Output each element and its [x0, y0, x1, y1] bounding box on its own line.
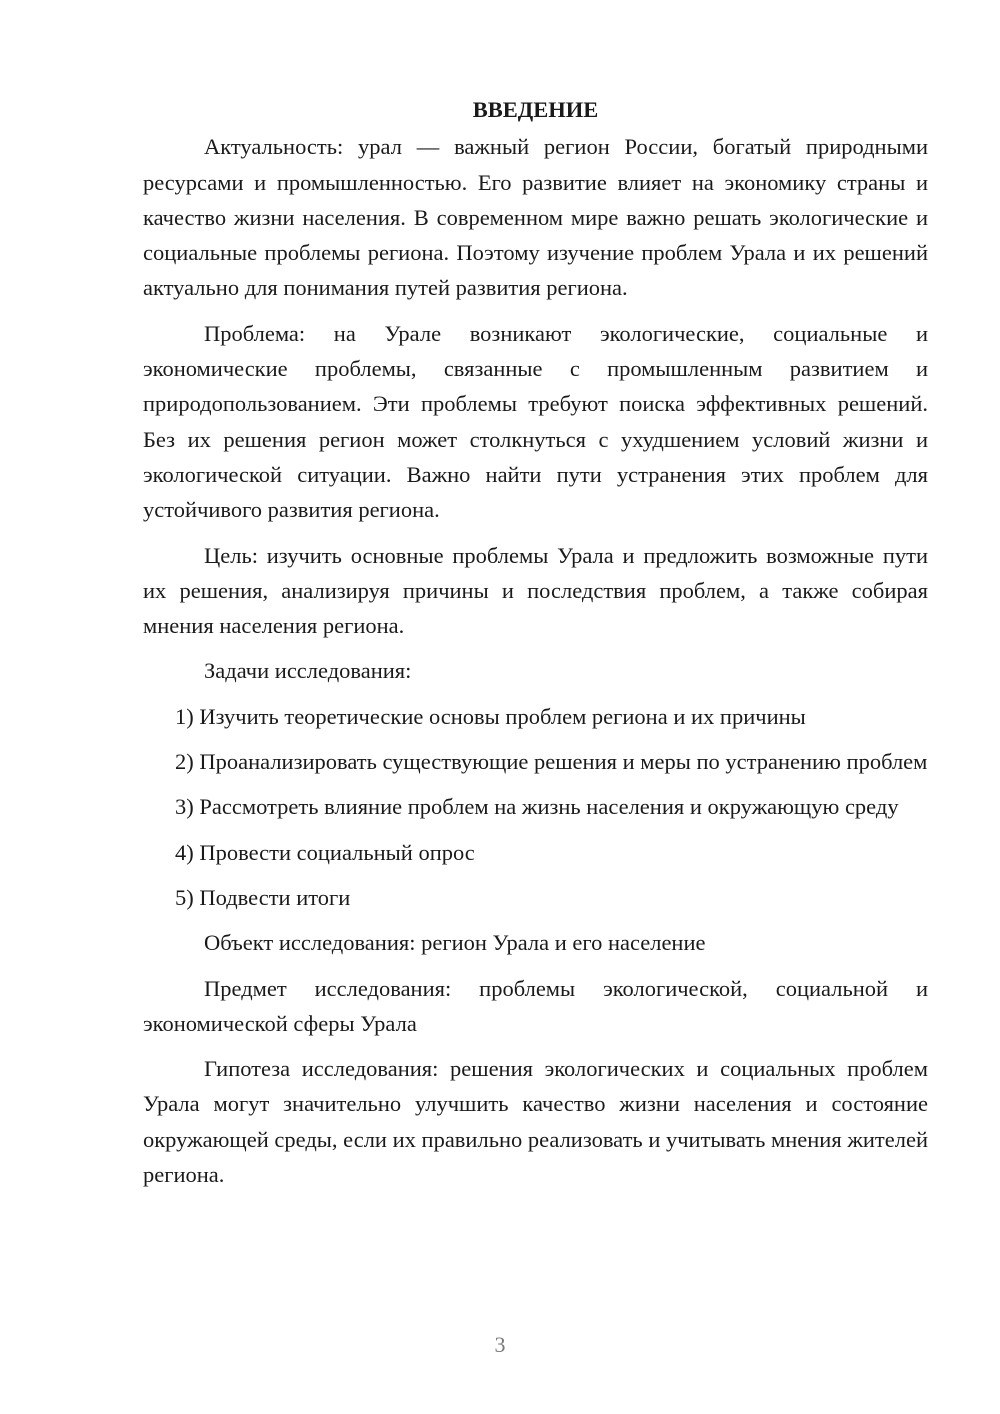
- section-title: ВВЕДЕНИЕ: [472, 97, 599, 122]
- research-subject: Предмет исследования: проблемы экологической, социальной и экономической сферы Урала: [143, 975, 928, 1036]
- task-item: 5) Подвести итоги: [175, 884, 351, 910]
- problem-paragraph: Проблема: на Урале возникают экологические, социальные и экономические проблемы, связанные с промышленным развитием и природопользованием. Эти проблемы требуют поиска эффективных решений. Без их решения регион может столкнуться с ухудшением условий жизни и экологической ситуации. Важно найти пути устранения этих проблем для устойчивого развития региона.: [143, 320, 928, 523]
- relevance-paragraph: Актуальность: урал — важный регион России, богатый природными ресурсами и промышленностью. Его развитие влияет на экономику страны и качество жизни населения. В современном мире важно решать экологические и социальные проблемы региона. Поэтому изучение проблем Урала и их решений актуально для понимания путей развития региона.: [143, 134, 928, 301]
- research-object: Объект исследования: регион Урала и его население: [204, 930, 706, 956]
- task-item: 4) Провести социальный опрос: [175, 839, 475, 865]
- research-hypothesis: Гипотеза исследования: решения экологических и социальных проблем Урала могут значительно улучшить качество жизни населения и состояние окружающей среды, если их правильно реализовать и учитывать мнения жителей региона.: [143, 1056, 928, 1188]
- task-item: 2) Проанализировать существующие решения и меры по устранению проблем: [175, 749, 928, 775]
- document-body: [143, 92, 928, 1202]
- tasks-heading: Задачи исследования:: [204, 658, 412, 684]
- page-number: 3: [494, 1332, 506, 1357]
- task-item: 1) Изучить теоретические основы проблем региона и их причины: [175, 703, 806, 729]
- goal-paragraph: Цель: изучить основные проблемы Урала и предложить возможные пути их решения, анализируя причины и последствия проблем, а также собирая мнения населения региона.: [143, 542, 928, 639]
- task-item: 3) Рассмотреть влияние проблем на жизнь населения и окружающую среду: [175, 794, 899, 820]
